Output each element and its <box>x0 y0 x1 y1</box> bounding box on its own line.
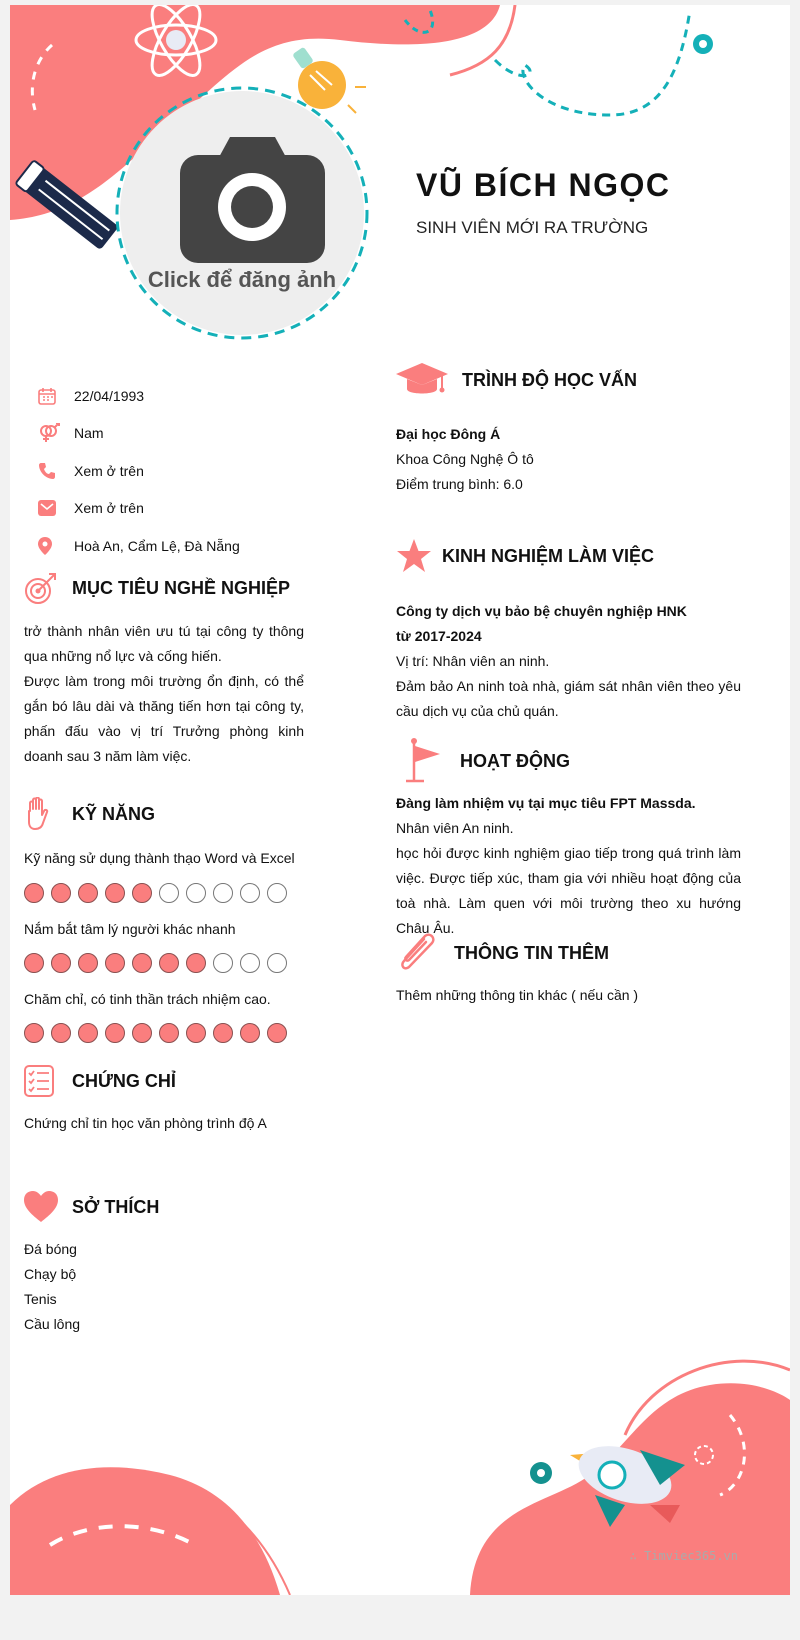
skill-dot-filled <box>159 1023 179 1043</box>
objective-paragraph: Được làm trong môi trường ổn định, có thể gắn bó lâu dài và thăng tiến hơn tại công ty, phấn đấu vào vị trí Trưởng phòng kinh doanh sau 3 năm làm việc. <box>24 673 304 764</box>
heart-icon <box>24 1191 58 1223</box>
watermark: ∴ Timviec365.vn <box>629 1549 738 1563</box>
objective-paragraph: trở thành nhân viên ưu tú tại công ty thông qua những nổ lực và cống hiến. <box>24 623 304 664</box>
section-title: KINH NGHIỆM LÀM VIỆC <box>442 545 655 566</box>
skill-label: Kỹ năng sử dụng thành thạo Word và Excel <box>24 850 295 866</box>
section-title: SỞ THÍCH <box>72 1196 160 1217</box>
skill-dot-filled <box>24 883 44 903</box>
job-position: Vị trí: Nhân viên an ninh. <box>396 653 550 669</box>
work-period: từ 2017-2024 <box>396 628 482 644</box>
skills-heading <box>24 797 155 831</box>
section-title: TRÌNH ĐỘ HỌC VẤN <box>462 369 637 390</box>
email-icon <box>30 500 74 516</box>
certificate-text: Chứng chỉ tin học văn phòng trình độ A <box>24 1115 267 1131</box>
job-description: Đảm bảo An ninh toà nhà, giám sát nhân viên theo yêu cầu dịch vụ của chủ quán. <box>396 678 741 719</box>
skill-label: Chăm chỉ, có tinh thần trách nhiệm cao. <box>24 991 271 1007</box>
contact-text: 22/04/1993 <box>74 387 145 404</box>
objective-text <box>24 619 304 769</box>
section-title: THÔNG TIN THÊM <box>454 942 609 963</box>
objective-heading <box>24 571 290 605</box>
target-icon <box>24 571 58 605</box>
skill-dot-empty <box>240 883 260 903</box>
hobbies-heading <box>24 1191 159 1223</box>
more-info-text: Thêm những thông tin khác ( nếu cần ) <box>396 987 639 1003</box>
skill-dot-filled <box>24 953 44 973</box>
skill-dot-empty <box>213 953 233 973</box>
activity-role: Nhân viên An ninh. <box>396 820 514 836</box>
section-title: KỸ NĂNG <box>72 803 156 824</box>
avatar-dashed-ring <box>110 81 374 345</box>
activities-details <box>396 791 741 941</box>
skill-dot-filled <box>267 1023 287 1043</box>
gpa: Điểm trung bình: 6.0 <box>396 476 523 492</box>
skill-dot-filled <box>132 953 152 973</box>
contact-text: Hoà An, Cẩm Lệ, Đà Nẵng <box>74 537 240 554</box>
activities-heading <box>396 738 570 784</box>
school-name: Đại học Đông Á <box>396 426 501 442</box>
activity-description: học hỏi được kinh nghiệm giao tiếp trong quá trình làm việc. Được tiếp xúc, tham gia với nhiều hoạt động của toà nhà. Làm quen với môi trường theo xu hướng Châu Âu. <box>396 845 741 936</box>
skill-dot-empty <box>213 883 233 903</box>
skill-dot-filled <box>213 1023 233 1043</box>
list-item: Cầu lông <box>24 1316 81 1332</box>
hand-icon <box>24 797 54 831</box>
experience-heading <box>396 539 654 573</box>
skill-dot-filled <box>51 1023 71 1043</box>
watermark-text: Timviec365.vn <box>644 1549 738 1563</box>
contact-address <box>30 527 330 565</box>
skill-dot-filled <box>78 953 98 973</box>
list-item: Đá bóng <box>24 1241 77 1257</box>
contact-text: Nam <box>74 425 104 442</box>
avatar-caption[interactable]: Click để đăng ảnh <box>147 267 337 292</box>
skill-rating <box>24 953 287 973</box>
education-details <box>396 422 741 497</box>
candidate-name: VŨ BÍCH NGỌC <box>416 167 671 203</box>
skill-dot-filled <box>105 1023 125 1043</box>
contact-gender <box>30 415 330 453</box>
experience-details <box>396 599 741 724</box>
candidate-title: SINH VIÊN MỚI RA TRƯỜNG <box>416 218 649 237</box>
contact-birthday <box>30 377 330 415</box>
section-title: CHỨNG CHỈ <box>72 1070 176 1091</box>
location-pin-icon <box>30 537 74 555</box>
checklist-icon <box>24 1065 54 1097</box>
skill-dot-filled <box>132 883 152 903</box>
contact-phone <box>30 452 330 490</box>
list-item: Tenis <box>24 1291 57 1307</box>
skill-rating <box>24 883 287 903</box>
skill-dot-empty <box>159 883 179 903</box>
skill-label: Nắm bắt tâm lý người khác nhanh <box>24 921 236 937</box>
flag-icon <box>396 738 446 784</box>
skill-dot-empty <box>267 883 287 903</box>
skill-dot-filled <box>24 1023 44 1043</box>
contact-list <box>30 377 330 565</box>
paperclip-icon <box>396 933 440 973</box>
skill-dot-filled <box>132 1023 152 1043</box>
star-icon <box>396 539 432 573</box>
gender-icon <box>30 423 74 443</box>
skill-dot-filled <box>78 1023 98 1043</box>
skill-dot-filled <box>105 953 125 973</box>
phone-icon <box>30 462 74 480</box>
hobby-list <box>24 1237 80 1337</box>
contact-text: Xem ở trên <box>74 462 144 479</box>
company-name: Công ty dịch vụ bảo bệ chuyên nghiệp HNK <box>396 603 687 619</box>
certificates-heading <box>24 1065 176 1097</box>
activity-org: Đàng làm nhiệm vụ tại mục tiêu FPT Massda. <box>396 795 696 811</box>
section-title: MỤC TIÊU NGHỀ NGHIỆP <box>72 577 291 598</box>
more-info-heading <box>396 933 609 973</box>
contact-text: Xem ở trên <box>74 500 144 517</box>
skill-dot-filled <box>159 953 179 973</box>
skill-rating <box>24 1023 287 1043</box>
list-item: Chạy bộ <box>24 1266 77 1282</box>
skill-dot-filled <box>186 953 206 973</box>
skill-dot-filled <box>51 953 71 973</box>
skill-dot-filled <box>240 1023 260 1043</box>
skill-dot-filled <box>78 883 98 903</box>
skill-dot-filled <box>186 1023 206 1043</box>
education-heading <box>396 363 637 397</box>
skill-dot-filled <box>51 883 71 903</box>
graduation-cap-icon <box>396 363 448 397</box>
calendar-icon <box>30 387 74 405</box>
skill-dot-empty <box>240 953 260 973</box>
skill-dot-empty <box>186 883 206 903</box>
faculty: Khoa Công Nghệ Ô tô <box>396 451 534 467</box>
section-title: HOẠT ĐỘNG <box>460 750 570 771</box>
cv-page <box>10 5 790 1595</box>
avatar-upload[interactable] <box>110 81 374 345</box>
contact-email <box>30 490 330 528</box>
skill-dot-filled <box>105 883 125 903</box>
skill-dot-empty <box>267 953 287 973</box>
